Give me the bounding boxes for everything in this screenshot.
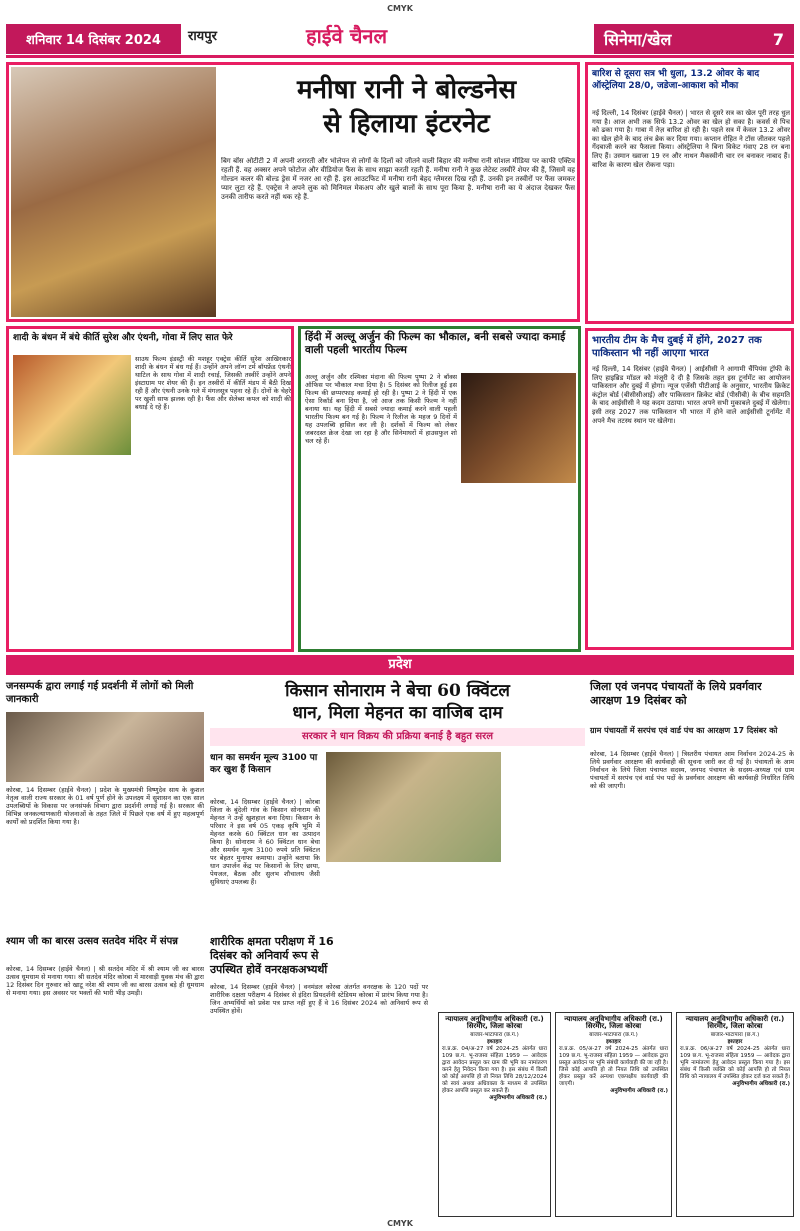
right-top-headline: बारिश से दूसरा सत्र भी धुला, 13.2 ओवर के बाद ऑस्ट्रेलिया 28/0, जडेजा-आकाश को मौका bbox=[592, 69, 760, 91]
farmer-subtitle: सरकार ने धान विक्रय की प्रक्रिया बनाई है बहुत सरल bbox=[210, 728, 585, 746]
section-bar-pradesh: प्रदेश bbox=[6, 655, 794, 675]
exhibition-photo bbox=[6, 712, 204, 782]
notice-office: न्यायालय अनुविभागीय अधिकारी (रा.) सिरमौर, जिला कोरबा bbox=[685, 1015, 785, 1030]
notice-sign: अनुविभागीय अधिकारी (रा.) bbox=[732, 1081, 790, 1087]
wedding-photo bbox=[13, 355, 131, 455]
lead-headline-line2: से हिलाया इंटरनेट bbox=[323, 109, 490, 139]
shyam-headline: श्याम जी का बारस उत्सव सतदेव मंदिर में संपन्न bbox=[6, 936, 178, 947]
notice-office: न्यायालय अनुविभागीय अधिकारी (रा.) सिरमौर, जिला कोरबा bbox=[564, 1015, 663, 1030]
section-banner bbox=[594, 24, 794, 54]
farmer-body: कोरबा, 14 दिसम्बर (हाईवे चैनल) | कोरबा जिला के बुंदेली गांव के किसान सोनाराम की मेहनत ने उन्हें खुशहाल बना दिया। किसान के परिवार ने इस वर्ष 05 एकड़ कृषि भूमि में मेहनत करके 60 क्विंटल धान का उत्पादन किया है। सोनाराम ने 60 क्विंटल धान बेचा और समर्थन मूल्य 3100 रुपये प्रति क्विंटल पर बेहतर मुनाफा कमाया। उन्होंने बताया कि धान उपार्जन केंद्र पर किसानों के लिए छाया, पेयजल, बैठक और सुलभ शौचालय जैसी सुविधाएं उपलब्ध हैं। bbox=[210, 798, 320, 886]
farmer-headline-line2: धान, मिला मेहनत का वाजिब दाम bbox=[292, 703, 503, 723]
notice-label: इश्तहार bbox=[487, 1039, 502, 1045]
cmyk-mark: CMYK bbox=[387, 4, 413, 13]
right-mid-body: नई दिल्ली, 14 दिसंबर (हाईवे चैनल) | आईसीसी ने आगामी चैंपियंस ट्रॉफी के लिए हाइब्रिड मॉडल को मंजूरी दे दी है जिसके तहत इस टूर्नामेंट का आयोजन पाकिस्तान और दुबई में होगा। न्यूज एजेंसी पीटीआई के अनुसार, भारतीय क्रिकेट कंट्रोल बोर्ड (बीसीसीआई) और पाकिस्तान क्रिकेट बोर्ड (पीसीबी) के बीच सहमति के बाद आईसीसी ने यह कदम उठाया। भारत अपने सभी मुकाबले दुबई में खेलेगा। इसी तरह 2027 तक पाकिस्तान भी भारत में होने वाले आईसीसी टूर्नामेंट में अपने मैच तटस्थ स्थान पर खेलेगा। bbox=[592, 365, 790, 425]
legal-notice-1 bbox=[438, 1012, 551, 1217]
keerthy-body: साउथ फिल्म इंडस्ट्री की मशहूर एक्ट्रेस कीर्ति सुरेश आखिरकार शादी के बंधन में बंध गई हैं। उन्होंने अपने लॉन्ग टर्म बॉयफ्रेंड एंथनी थाटिल के साथ गोवा में शादी रचाई, जिसकी तस्वीरें उन्होंने अपने इंस्टाग्राम पर शेयर की हैं। इन तस्वीरों में कीर्ति मंडप में बैठी दिख रही हैं और एंथनी उनके गले में मंगलसूत्र पहना रहे हैं। दोनों के चेहरे पर खुशी साफ झलक रही है। फैंस और सेलेब्स कपल को शादी की बधाई दे रहे हैं। bbox=[135, 355, 291, 411]
lead-body: बिग बॉस ओटीटी 2 में अपनी शरारती और भोलेपन से लोगों के दिलों को जीतने वाली बिहार की मनीषा रानी सोशल मीडिया पर काफी एक्टिव रहती हैं. वह अक्सर अपने फोटोज और वीडियोज फैंस के साथ साझा करती रहती हैं. मनीषा रानी ने कुछ लेटेस्ट तस्वीरें शेयर की हैं, जिसमें वह गोल्डन कलर की बोल्ड ड्रेस में नजर आ रही हैं. इस आउटफिट में मनीषा रानी बेहद ग्लैमरस दिख रही हैं. उनकी इन तस्वीरों पर फैंस जमकर प्यार लुटा रहे हैं. एक्ट्रेस ने अपने लुक को मिनिमल मेकअप और खुले बालों के साथ पूरा किया है. मनीषा रानी का ये अंदाज देखकर फैंस उनकी तारीफ करते नहीं थक रहे हैं. bbox=[221, 157, 575, 201]
fitness-headline bbox=[210, 935, 428, 977]
exhibition-body: कोरबा, 14 दिसम्बर (हाईवे चैनल) | प्रदेश के मुख्यमंत्री विष्णुदेव साय के कुशल नेतृत्व वाली राज्य सरकार के 01 वर्ष पूर्ण होने के उपलक्ष्य में सुशासन का एक साल उपलब्धियों के विकास पर जनसंपर्क विभाग द्वारा प्रदर्शनी लगाई गई है। सरकार की विभिन्न जनकल्याणकारी योजनाओं के तहत जिले में पिछले एक वर्ष में हुए महत्वपूर्ण कार्यों को प्रदर्शित किया गया है। bbox=[6, 786, 204, 826]
notice-sub: बाजार-भाटापारा (छ.ग.) bbox=[589, 1032, 638, 1038]
masthead bbox=[6, 20, 794, 58]
notice-sub: बाजार-भाटापारा (छ.ग.) bbox=[470, 1032, 519, 1038]
notice-label: इश्तहार bbox=[606, 1039, 621, 1045]
panchayat-story bbox=[590, 680, 794, 1010]
fitness-body: कोरबा, 14 दिसम्बर (हाईवे चैनल) | वनमंडल कोरबा अंतर्गत वनरक्षक के 120 पदों पर शारीरिक दक्षता परीक्षण 4 दिसंबर से इंदिरा प्रियदर्शनी स्टेडियम कोरबा में प्रारंभ किया गया है। जिन अभ्यर्थियों को प्रवेश पत्र प्राप्त नहीं हुए हैं वे 16 दिसंबर 2024 को अनिवार्य रूप से उपस्थित होवें। bbox=[210, 983, 428, 1015]
keerthy-headline: शादी के बंधन में बंधे कीर्ति सुरेश और एंथनी, गोवा में लिए सात फेरे bbox=[13, 333, 233, 343]
keerthy-story bbox=[6, 326, 294, 652]
notice-sign: अनुविभागीय अधिकारी (रा.) bbox=[489, 1095, 547, 1101]
panchayat-headline: जिला एवं जनपद पंचायतों के लिये प्रवर्गवार आरक्षण 19 दिसंबर को bbox=[590, 680, 762, 707]
farmer-side-headline: धान का समर्थन मूल्य 3100 पा कर खुश हैं किसान bbox=[210, 753, 318, 775]
issue-date: शनिवार 14 दिसंबर 2024 bbox=[6, 24, 181, 54]
exhibition-headline: जनसम्पर्क द्वारा लगाई गई प्रदर्शनी में लोगों को मिली जानकारी bbox=[6, 681, 194, 705]
shyam-story bbox=[6, 935, 206, 1215]
fitness-headline-line2: दिसंबर को अनिवार्य रूप से bbox=[210, 949, 319, 962]
notice-sub: बाजार-भाटापारा (छ.ग.) bbox=[710, 1032, 760, 1038]
page-number: 7 bbox=[772, 29, 784, 49]
pushpa-headline: हिंदी में अल्लू अर्जुन की फिल्म का भौकाल, बनी सबसे ज्यादा कमाई वाली पहली भारतीय फिल्म bbox=[305, 331, 566, 356]
legal-notice-2 bbox=[555, 1012, 672, 1217]
notice-body: रा.प्र.क्र. 06/अ-27 वर्ष 2024-25 अंतर्गत धारा 109 छ.ग. भू-राजस्व संहिता 1959 — आवेदक द्वारा भूमि नामांतरण हेतु आवेदन प्रस्तुत किया गया है। इस संबंध में किसी व्यक्ति को कोई आपत्ति हो तो नियत तिथि को न्यायालय में उपस्थित होकर दर्ज करा सकते हैं। bbox=[680, 1046, 790, 1080]
newspaper-logo: हाईवे चैनल bbox=[306, 24, 388, 48]
pushpa-body: अल्लू अर्जुन और रश्मिका मंदाना की फिल्म पुष्पा 2 ने बॉक्स ऑफिस पर भौकाल मचा दिया है। 5 दिसंबर को रिलीज हुई इस फिल्म की छप्परफाड़ कमाई हो रही है। पुष्पा 2 ने हिंदी में एक ऐसा रिकॉर्ड बना दिया है, जो आज तक किसी फिल्म ने नहीं बनाया था। यह हिंदी में सबसे ज्यादा कमाई करने वाली पहली भारतीय फिल्म बन गई है। फिल्म ने रिलीज के महज 9 दिनों में यह उपलब्धि हासिल कर ली है। दर्शकों में फिल्म को लेकर जबरदस्त क्रेज देखा जा रहा है और सिनेमाघरों में हाउसफुल शो चल रहे हैं। bbox=[305, 373, 457, 445]
shyam-body: कोरबा, 14 दिसम्बर (हाईवे चैनल) | श्री सतदेव मंदिर में श्री श्याम जी का बारस उत्सव धूमधाम से मनाया गया। श्री सतदेव मंदिर कोरबा में मारवाड़ी युवक मंच की द्वारा 12 दिसंबर दिन गुरुवार को खाटू नरेश श्री श्याम जी का बारस उत्सव बड़े ही धूमधाम से मनाया गया। इस अवसर पर भक्तों की भारी भीड़ उमड़ी। bbox=[6, 965, 204, 997]
panchayat-subheadline: ग्राम पंचायतों में सरपंच एवं वार्ड पंच का आरक्षण 17 दिसंबर को bbox=[590, 726, 778, 735]
notice-sign: अनुविभागीय अधिकारी (रा.) bbox=[610, 1088, 668, 1094]
pushpa-poster bbox=[461, 373, 576, 483]
cmyk-mark-bottom: CMYK bbox=[387, 1219, 413, 1228]
right-top-story bbox=[585, 62, 794, 324]
panchayat-body: कोरबा, 14 दिसम्बर (हाईवे चैनल) | त्रिस्तरीय पंचायत आम निर्वाचन 2024-25 के लिये प्रवर्गवार आरक्षण की कार्यवाही की सूचना जारी कर दी गई है। पंचायतों के आम निर्वाचन के लिये जिला पंचायत सदस्य, जनपद पंचायत के सदस्य-अध्यक्ष एवं ग्राम पंचायतों में सरपंच एवं वार्ड पंच पदों के प्रवर्गवार आरक्षण की कार्यवाही निर्धारित तिथि को की जाएगी। bbox=[590, 750, 794, 790]
farmer-headline bbox=[210, 680, 585, 724]
farmer-photo bbox=[326, 752, 501, 862]
notice-office: न्यायालय अनुविभागीय अधिकारी (रा.) सिरमौर, जिला कोरबा bbox=[445, 1015, 544, 1030]
fitness-headline-line3: उपस्थित होवें वनरक्षकअभ्यर्थी bbox=[210, 963, 328, 976]
notice-body: रा.प्र.क्र. 04/अ-27 वर्ष 2024-25 अंतर्गत धारा 109 छ.ग. भू-राजस्व संहिता 1959 — आवेदक द्वारा आवेदन प्रस्तुत कर ग्राम की भूमि का नामांतरण करने हेतु निवेदन किया गया है। इस संबंध में किसी को कोई आपत्ति हो तो नियत तिथि 28/12/2024 को स्वयं अथवा अधिवक्ता के माध्यम से उपस्थित होकर आपत्ति प्रस्तुत कर सकते हैं। bbox=[442, 1046, 547, 1094]
right-mid-story bbox=[585, 328, 794, 650]
lead-headline-line1: मनीषा रानी ने बोल्डनेस bbox=[296, 75, 517, 105]
notice-label: इश्तहार bbox=[727, 1039, 743, 1045]
fitness-story bbox=[210, 935, 430, 1215]
right-mid-headline: भारतीय टीम के मैच दुबई में होंगे, 2027 तक पाकिस्तान भी नहीं आएगा भारत bbox=[592, 335, 762, 359]
legal-notice-3 bbox=[676, 1012, 794, 1217]
lead-story bbox=[6, 62, 580, 322]
lead-headline bbox=[239, 73, 574, 141]
section-name: सिनेमा/खेल bbox=[604, 30, 672, 49]
farmer-story bbox=[210, 680, 585, 930]
right-top-body: नई दिल्ली, 14 दिसंबर (हाईवे चैनल) | भारत से दूसरे सत्र का खेल पूरी तरह धुल गया है। आज अभी तक सिर्फ 13.2 ओवर का खेल हो सका है। कवर्स से पिच को ढका गया है। गाबा में तेज़ बारिश हो रही है। पहले सत्र में केवल 13.2 ओवर का खेल होने के बाद लंच ब्रेक कर दिया गया। कप्तान रोहित ने टॉस जीतकर पहले गेंदबाजी करने का फैसला किया। ऑस्ट्रेलिया ने बिना विकेट गंवाए 28 रन बना लिए हैं। उस्मान ख्वाजा 19 रन और नाथन मैकस्वीनी चार रन बनाकर नाबाद हैं। बारिश के कारण खेल रोकना पड़ा। bbox=[592, 109, 790, 169]
exhibition-story bbox=[6, 680, 206, 930]
farmer-headline-line1: किसान सोनाराम ने बेचा 60 क्विंटल bbox=[285, 681, 510, 701]
notice-body: रा.प्र.क्र. 05/अ-27 वर्ष 2024-25 अंतर्गत धारा 109 छ.ग. भू-राजस्व संहिता 1959 — आवेदक द्वारा प्रस्तुत आवेदन पर भूमि संबंधी कार्यवाही की जा रही है। जिसे कोई आपत्ति हो तो नियत तिथि को उपस्थित होकर प्रस्तुत करें अन्यथा एकपक्षीय कार्यवाही की जाएगी। bbox=[559, 1046, 668, 1087]
lead-photo bbox=[11, 67, 216, 317]
fitness-headline-line1: शारीरिक क्षमता परीक्षण में 16 bbox=[210, 935, 334, 948]
pushpa-story bbox=[298, 326, 581, 652]
city-name: रायपुर bbox=[188, 29, 217, 44]
